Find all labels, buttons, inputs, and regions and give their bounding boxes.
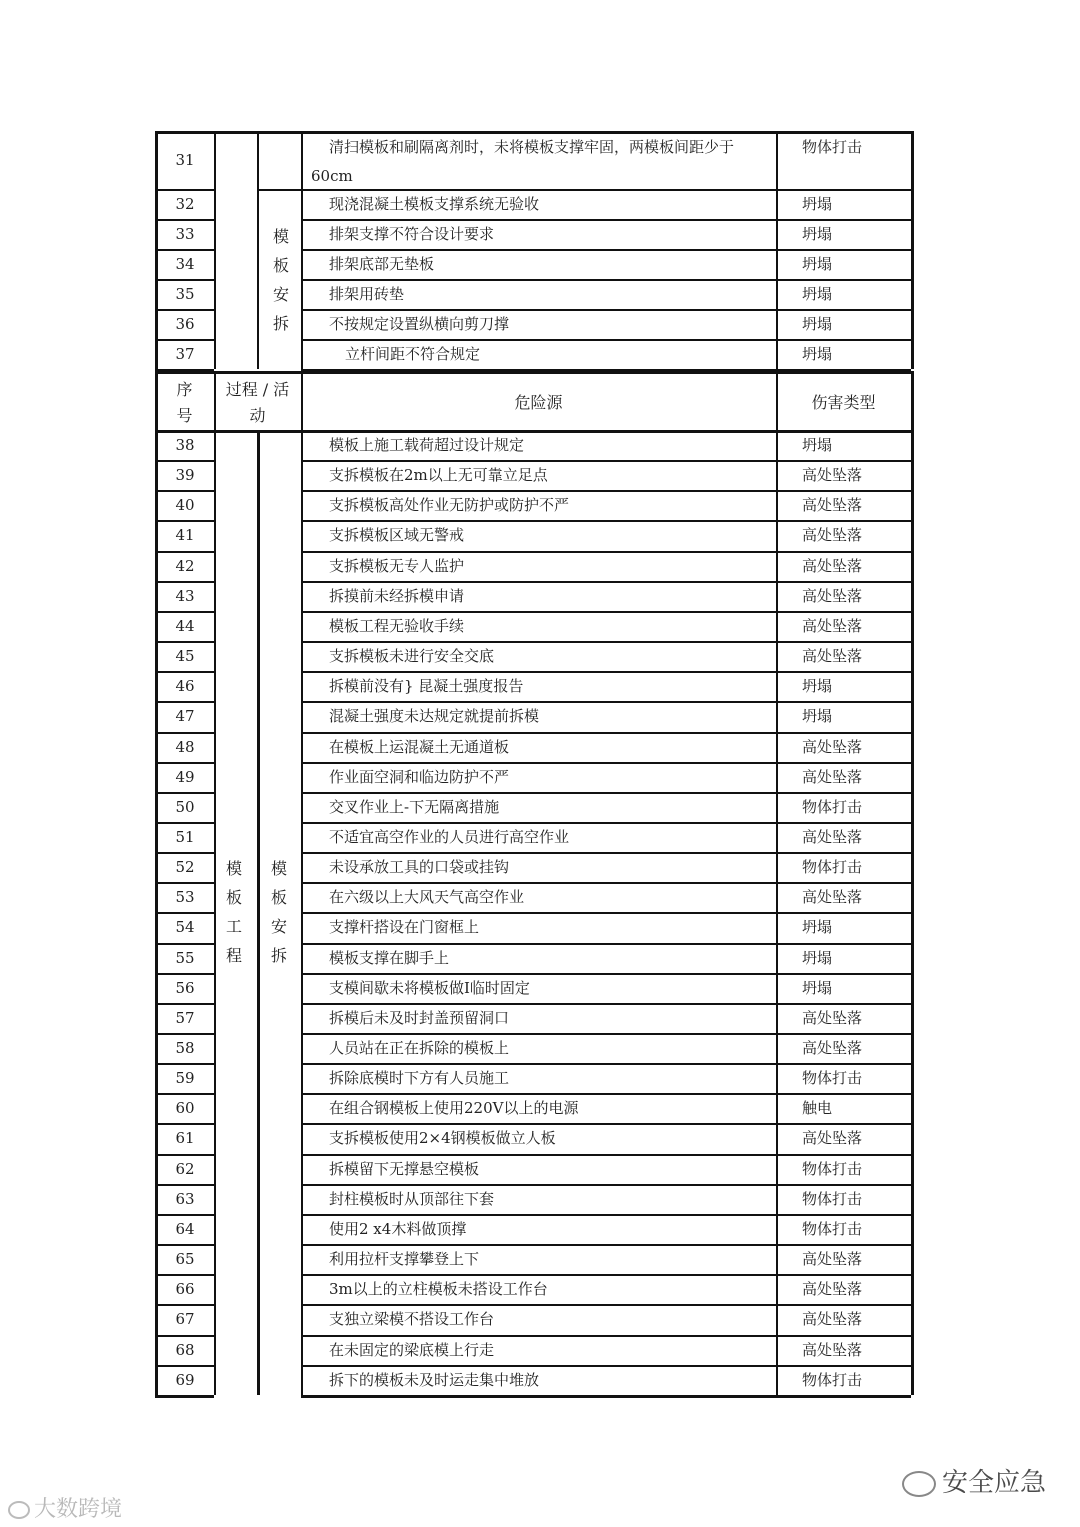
row-border	[301, 309, 911, 311]
injury-type: 高处坠落	[802, 557, 863, 575]
hazard-text: 拆模留下无撑悬空模板	[329, 1160, 480, 1178]
hazard-text: 清扫模板和刷隔离剂时，未将模板支撑牢固，两模板间距少于	[329, 138, 735, 156]
row-number: 40	[175, 496, 195, 514]
row-border	[155, 1003, 214, 1005]
column-border	[776, 131, 778, 369]
watermark-left-text: 大数跨境	[34, 1497, 123, 1522]
row-number: 59	[175, 1069, 195, 1087]
column-border	[911, 371, 914, 430]
row-border	[301, 279, 911, 281]
weibo-logo-icon	[8, 1501, 30, 1519]
injury-type: 高处坠落	[802, 1250, 863, 1268]
row-number: 66	[175, 1280, 195, 1298]
column-border	[301, 131, 303, 369]
row-border	[301, 1395, 911, 1398]
injury-type: 坍塌	[802, 979, 833, 997]
row-border	[301, 912, 911, 914]
injury-type: 坍塌	[802, 315, 833, 333]
row-border	[155, 371, 911, 374]
column-border	[155, 430, 158, 1395]
hazard-text: 利用拉杆支撑攀登上下	[329, 1250, 480, 1268]
hazard-text: 作业面空洞和临边防护不严	[329, 768, 510, 786]
process-label-char: 工	[225, 917, 242, 936]
row-border	[155, 189, 214, 191]
hazard-text: 立杆间距不符合规定	[345, 345, 481, 363]
activity-label-char: 板	[272, 256, 289, 275]
row-number: 58	[175, 1039, 195, 1057]
row-border	[155, 762, 214, 764]
injury-type: 坍塌	[802, 285, 833, 303]
row-border	[301, 460, 911, 462]
row-border	[155, 1365, 214, 1367]
row-border	[155, 912, 214, 914]
row-number: 47	[175, 707, 195, 725]
row-border	[155, 701, 214, 703]
hazard-text: 在六级以上大风天气高空作业	[329, 888, 525, 906]
row-border	[155, 1154, 214, 1156]
row-border	[155, 792, 214, 794]
row-number: 53	[175, 888, 195, 906]
injury-type: 高处坠落	[802, 466, 863, 484]
injury-type: 物体打击	[802, 858, 863, 876]
injury-type: 高处坠落	[802, 617, 863, 635]
row-border	[301, 581, 911, 583]
row-border	[301, 219, 911, 221]
injury-type: 物体打击	[802, 798, 863, 816]
injury-type: 坍塌	[802, 255, 833, 273]
row-border	[301, 1214, 911, 1216]
hazard-text: 拆模前没有} 昆凝土强度报告	[329, 677, 524, 695]
column-border	[214, 430, 216, 1395]
injury-type: 物体打击	[802, 1190, 863, 1208]
row-number: 68	[175, 1341, 195, 1359]
column-border	[301, 430, 303, 1395]
row-border	[155, 309, 214, 311]
row-number: 50	[175, 798, 195, 816]
hazard-text: 排架用砖垫	[329, 285, 405, 303]
injury-type: 高处坠落	[802, 1341, 863, 1359]
column-border	[257, 131, 259, 369]
row-border	[155, 822, 214, 824]
row-border	[301, 762, 911, 764]
row-border	[155, 1093, 214, 1095]
hazard-text: 排架支撑不符合设计要求	[329, 225, 495, 243]
row-number: 36	[175, 315, 195, 333]
row-border	[301, 641, 911, 643]
row-border	[155, 1274, 214, 1276]
row-border	[301, 1304, 911, 1306]
row-number: 34	[175, 255, 195, 273]
row-border	[301, 822, 911, 824]
activity-label-char: 拆	[270, 946, 287, 965]
row-number: 65	[175, 1250, 195, 1268]
column-border	[911, 131, 914, 369]
hazard-text: 支拆模板区域无警戒	[329, 526, 465, 544]
hazard-text: 不按规定设置纵横向剪刀撑	[329, 315, 510, 333]
row-border	[155, 732, 214, 734]
hazard-text: 未设承放工具的口袋或挂钩	[329, 858, 510, 876]
activity-label-char: 板	[270, 888, 287, 907]
injury-type: 高处坠落	[802, 647, 863, 665]
row-border	[301, 1033, 911, 1035]
hazard-text: 人员站在正在拆除的模板上	[329, 1039, 510, 1057]
row-border	[155, 1184, 214, 1186]
row-number: 33	[175, 225, 195, 243]
row-border	[155, 1063, 214, 1065]
hazard-text: 封柱模板时从顶部往下套	[329, 1190, 495, 1208]
injury-type: 高处坠落	[802, 496, 863, 514]
row-border	[301, 852, 911, 854]
row-border	[301, 249, 911, 251]
injury-type: 坍塌	[802, 345, 833, 363]
hazard-text: 60cm	[311, 167, 353, 185]
hazard-text: 拆除底模时下方有人员施工	[329, 1069, 510, 1087]
header-process: 过程 / 活	[225, 380, 290, 399]
row-border	[301, 339, 911, 341]
injury-type: 高处坠落	[802, 888, 863, 906]
hazard-text: 使用2 x4木料做顶撑	[329, 1220, 467, 1238]
row-border	[155, 973, 214, 975]
row-border	[155, 131, 911, 134]
hazard-text: 混凝土强度未达规定就提前拆模	[329, 707, 540, 725]
injury-type: 高处坠落	[802, 587, 863, 605]
row-number: 32	[175, 195, 195, 213]
row-border	[301, 1123, 911, 1125]
row-number: 43	[175, 587, 195, 605]
watermark-right	[902, 1462, 1046, 1499]
process-label-char: 模	[225, 859, 242, 878]
injury-type: 坍塌	[802, 949, 833, 967]
row-number: 42	[175, 557, 195, 575]
injury-type: 高处坠落	[802, 828, 863, 846]
row-number: 60	[175, 1099, 195, 1117]
injury-type: 物体打击	[802, 138, 863, 156]
row-border	[155, 520, 214, 522]
row-number: 35	[175, 285, 195, 303]
injury-type: 坍塌	[802, 918, 833, 936]
row-border	[155, 1304, 214, 1306]
injury-type: 高处坠落	[802, 1129, 863, 1147]
hazard-text: 排架底部无垫板	[329, 255, 435, 273]
hazard-text: 支模间歇未将模板做I临时固定	[329, 979, 530, 997]
row-border	[301, 1365, 911, 1367]
hazard-text: 现浇混凝土模板支撑系统无验收	[329, 195, 540, 213]
row-number: 55	[175, 949, 195, 967]
row-border	[155, 219, 214, 221]
row-number: 62	[175, 1160, 195, 1178]
row-number: 57	[175, 1009, 195, 1027]
header-injury: 伤害类型	[811, 393, 876, 412]
row-border	[301, 701, 911, 703]
row-border	[155, 279, 214, 281]
process-label-char: 板	[225, 888, 242, 907]
process-label-char: 程	[225, 946, 242, 965]
hazard-text: 3m以上的立柱模板未搭设工作台	[329, 1280, 548, 1298]
row-border	[155, 460, 214, 462]
row-number: 31	[175, 151, 195, 169]
injury-type: 物体打击	[802, 1371, 863, 1389]
injury-type: 坍塌	[802, 225, 833, 243]
injury-type: 物体打击	[802, 1069, 863, 1087]
row-number: 41	[175, 526, 195, 544]
row-border	[155, 490, 214, 492]
injury-type: 坍塌	[802, 677, 833, 695]
hazard-text: 拆模后未及时封盖预留洞口	[329, 1009, 510, 1027]
row-border	[155, 1395, 214, 1398]
hazard-text: 支撑杆搭设在门窗框上	[329, 918, 480, 936]
row-number: 38	[175, 436, 195, 454]
injury-type: 高处坠落	[802, 1009, 863, 1027]
injury-type: 坍塌	[802, 707, 833, 725]
row-number: 51	[175, 828, 195, 846]
row-border	[155, 852, 214, 854]
activity-label-char: 拆	[272, 314, 289, 333]
row-border	[301, 671, 911, 673]
column-border	[911, 430, 914, 1395]
hazard-text: 在组合钢模板上使用220V以上的电源	[329, 1099, 579, 1117]
row-border	[301, 882, 911, 884]
row-border	[257, 189, 911, 191]
row-number: 61	[175, 1129, 195, 1147]
row-number: 52	[175, 858, 195, 876]
row-number: 48	[175, 738, 195, 756]
injury-type: 坍塌	[802, 436, 833, 454]
hazard-text: 模板上施工载荷超过设计规定	[329, 436, 525, 454]
hazard-text: 在未固定的梁底模上行走	[329, 1341, 495, 1359]
row-border	[301, 943, 911, 945]
row-number: 69	[175, 1371, 195, 1389]
hazard-text: 支拆模板未进行安全交底	[329, 647, 495, 665]
row-border	[301, 1184, 911, 1186]
row-border	[301, 1244, 911, 1246]
injury-type: 触电	[802, 1099, 833, 1117]
injury-type: 高处坠落	[802, 738, 863, 756]
column-border	[214, 131, 216, 369]
row-number: 49	[175, 768, 195, 786]
row-border	[155, 943, 214, 945]
hazard-text: 拆摸前未经拆模申请	[329, 587, 465, 605]
row-number: 54	[175, 918, 195, 936]
row-border	[155, 249, 214, 251]
row-number: 44	[175, 617, 195, 635]
column-border	[776, 430, 778, 1395]
injury-type: 物体打击	[802, 1220, 863, 1238]
watermark-left	[8, 1492, 122, 1523]
row-border	[301, 551, 911, 553]
row-number: 46	[175, 677, 195, 695]
row-number: 39	[175, 466, 195, 484]
row-border	[301, 490, 911, 492]
wechat-logo-icon	[902, 1471, 936, 1497]
injury-type: 高处坠落	[802, 1039, 863, 1057]
row-border	[155, 1123, 214, 1125]
row-border	[155, 430, 911, 433]
hazard-text: 模板工程无验收手续	[329, 617, 465, 635]
row-border	[301, 1003, 911, 1005]
hazard-text: 在模板上运混凝土无通道板	[329, 738, 510, 756]
hazard-text: 支拆模板在2m以上无可靠立足点	[329, 466, 548, 484]
activity-label-char: 安	[272, 285, 289, 304]
column-border	[155, 131, 158, 369]
row-border	[301, 732, 911, 734]
row-border	[155, 611, 214, 613]
hazard-text: 模板支撑在脚手上	[329, 949, 450, 967]
row-border	[301, 792, 911, 794]
row-border	[155, 1244, 214, 1246]
row-border	[155, 882, 214, 884]
header-seq: 号	[176, 406, 193, 425]
injury-type: 高处坠落	[802, 1280, 863, 1298]
row-border	[301, 1154, 911, 1156]
row-border	[301, 973, 911, 975]
row-number: 37	[175, 345, 195, 363]
row-number: 67	[175, 1310, 195, 1328]
hazard-text: 不适宜高空作业的人员进行高空作业	[329, 828, 570, 846]
hazard-text: 交叉作业上-下无隔离措施	[329, 798, 500, 816]
row-number: 56	[175, 979, 195, 997]
row-border	[301, 1063, 911, 1065]
header-process: 动	[249, 406, 266, 425]
header-hazard: 危险源	[514, 393, 563, 412]
row-border	[155, 551, 214, 553]
row-border	[155, 1335, 214, 1337]
hazard-text: 支拆模板高处作业无防护或防护不严	[329, 496, 570, 514]
row-border	[301, 611, 911, 613]
row-border	[155, 339, 214, 341]
hazard-text: 拆下的模板未及时运走集中堆放	[329, 1371, 540, 1389]
injury-type: 坍塌	[802, 195, 833, 213]
hazard-text: 支独立梁模不搭设工作台	[329, 1310, 495, 1328]
activity-label-char: 安	[270, 917, 287, 936]
injury-type: 高处坠落	[802, 768, 863, 786]
row-border	[155, 671, 214, 673]
header-seq: 序	[176, 380, 193, 399]
injury-type: 高处坠落	[802, 1310, 863, 1328]
row-number: 45	[175, 647, 195, 665]
row-border	[155, 1033, 214, 1035]
hazard-text: 支拆模板无专人监护	[329, 557, 465, 575]
activity-label-char: 模	[272, 227, 289, 246]
row-border	[155, 641, 214, 643]
hazard-text: 支拆模板使用2×4钢模板做立人板	[329, 1129, 556, 1147]
row-border	[155, 1214, 214, 1216]
row-border	[301, 1274, 911, 1276]
injury-type: 高处坠落	[802, 526, 863, 544]
activity-label-char: 模	[270, 859, 287, 878]
row-border	[301, 520, 911, 522]
injury-type: 物体打击	[802, 1160, 863, 1178]
row-number: 64	[175, 1220, 195, 1238]
row-number: 63	[175, 1190, 195, 1208]
row-border	[301, 1335, 911, 1337]
column-border	[257, 430, 260, 1395]
row-border	[155, 581, 214, 583]
watermark-right-text: 安全应急	[941, 1468, 1046, 1498]
row-border	[301, 1093, 911, 1095]
